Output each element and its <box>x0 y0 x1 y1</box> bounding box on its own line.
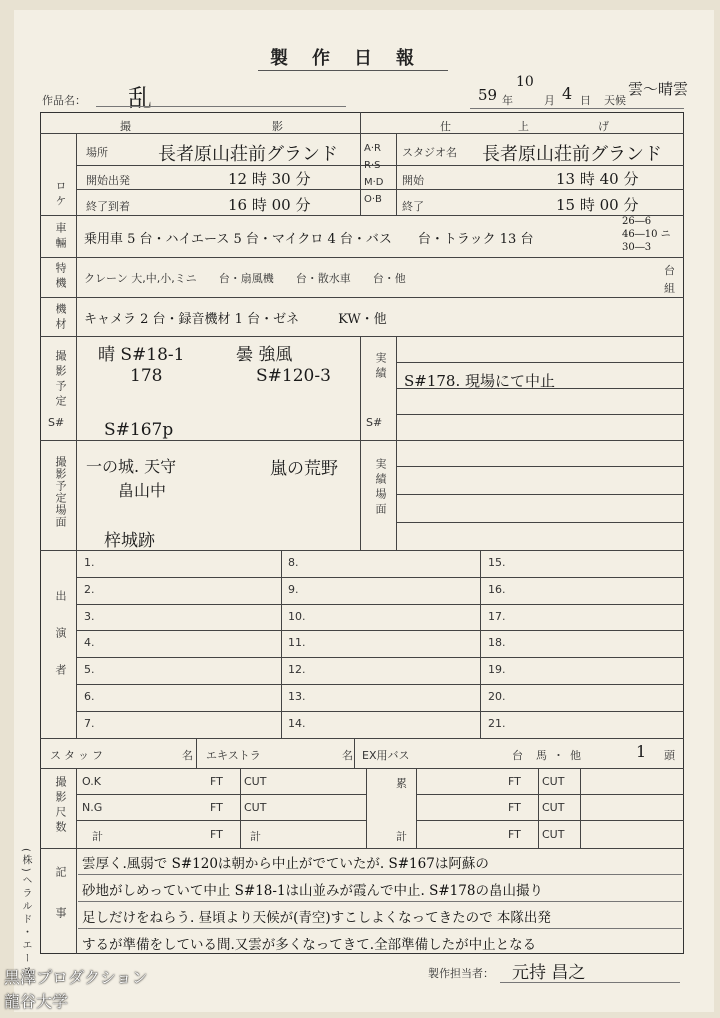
title-underline <box>258 70 448 71</box>
work-label: 作品名： <box>42 94 86 107</box>
vehicles-text: 乗用車 5 台・ハイエース 5 台・マイクロ 4 台・バス 台・トラック 13 台 <box>84 232 534 247</box>
cast-slot: 2. <box>84 582 95 596</box>
cum-total-ft: FT <box>508 828 521 841</box>
total-cut-label: 計 <box>250 830 261 843</box>
extra-label: エキストラ <box>206 749 261 762</box>
remarks-line-1: 雲厚く.風弱で S#120は朝から中止がでていたが. S#167は阿蘇の <box>82 856 489 872</box>
bus-unit: 台 <box>512 749 523 762</box>
place-plan-3: 嵐の荒野 <box>270 459 338 479</box>
day-unit: 日 <box>580 94 591 107</box>
cast-slot: 7. <box>84 716 95 730</box>
month-value: 10 <box>516 74 534 90</box>
cast-slot: 5. <box>84 663 95 677</box>
studio-start-value: 13 時 40 分 <box>556 170 639 188</box>
cast-slot: 14. <box>288 716 306 730</box>
cumulative-label: 累 <box>396 777 407 790</box>
horse-unit: 頭 <box>664 749 675 762</box>
remarks-label: 記事 <box>54 866 67 948</box>
manager-value: 元持 昌之 <box>512 963 586 983</box>
watermark-line-2: 龍谷大学 <box>4 992 69 1011</box>
ng-label: N.G <box>82 801 103 814</box>
cast-label: 出演者 <box>54 590 67 701</box>
cast-slot: 18. <box>488 636 506 650</box>
work-underline <box>96 106 346 107</box>
ok-label: O.K <box>82 775 101 788</box>
shiage-heading-2: 上 <box>518 120 529 133</box>
cast-row-line <box>76 577 684 578</box>
special-label: 特機 <box>54 262 67 292</box>
manager-label: 製作担当者： <box>428 967 494 980</box>
studio-start-label: 開始 <box>402 174 424 187</box>
place-value: 長者原山荘前グランド <box>158 144 338 165</box>
total-ft: FT <box>210 828 223 841</box>
place-plan-4: 梓城跡 <box>104 531 155 551</box>
shiage-heading-3: げ <box>598 120 609 133</box>
end-label: 終了到着 <box>86 200 130 213</box>
places-label: 撮影予定場面 <box>54 456 67 528</box>
horse-value: 1 <box>636 742 647 761</box>
cast-slot: 6. <box>84 690 95 703</box>
cast-slot: 12. <box>288 663 306 677</box>
cum-ok-ft: FT <box>508 775 521 788</box>
work-title-value: 乱 <box>128 84 152 112</box>
shiage-heading-1: 仕 <box>440 120 451 133</box>
cast-slot: 15. <box>488 556 506 569</box>
ei-heading: 影 <box>272 120 283 133</box>
cum-ng-cut: CUT <box>542 801 565 814</box>
places-actual-label: 実績場面 <box>374 458 387 518</box>
remarks-line-3: 足しだけをねらう. 昼頃より天候が(青空)すこしよくなってきたので 本隊出発 <box>82 910 551 926</box>
scenes-actual-s: S# <box>366 416 383 429</box>
weather-label: 天候 <box>604 94 626 107</box>
staff-name-unit: 名 <box>182 749 193 762</box>
page-title: 製作日報 <box>270 48 438 69</box>
cast-slot: 9. <box>288 582 299 596</box>
special-text: クレーン 大,中,小,ミニ 台・扇風機 台・散水車 台・他 <box>84 272 406 285</box>
studio-codes: A·R R·S M·D O·B <box>364 143 384 205</box>
vehicles-note: 26―6 46―10 ニ30―3 <box>622 216 671 253</box>
cast-row-line <box>76 684 684 685</box>
place-plan-1: 一の城. 天守 <box>86 457 177 476</box>
month-unit: 月 <box>544 94 555 107</box>
cast-slot: 20. <box>488 690 506 703</box>
cast-slot: 10. <box>288 609 306 623</box>
studio-end-value: 15 時 00 分 <box>556 196 639 214</box>
cum-ok-cut: CUT <box>542 775 565 788</box>
scenes-label: 撮影予定 <box>54 350 67 410</box>
cast-row-line <box>76 630 684 631</box>
scenes-s-label: S# <box>48 416 65 429</box>
start-value: 12 時 30 分 <box>228 170 311 188</box>
cast-slot: 16. <box>488 582 506 596</box>
remarks-line-4: するが準備をしている間.又雲が多くなってきて.全部準備したが中止となる <box>82 937 537 953</box>
scenes-actual-value: S#178. 現場にて中止 <box>404 372 556 390</box>
cum-total-cut: CUT <box>542 828 565 841</box>
cast-slot: 4. <box>84 636 95 650</box>
day-value: 4 <box>562 84 573 103</box>
place-plan-2: 畠山中 <box>118 481 167 500</box>
special-end-2: 組 <box>664 282 675 295</box>
end-value: 16 時 00 分 <box>228 196 311 214</box>
date-underline <box>470 108 684 109</box>
cast-row-line <box>76 711 684 712</box>
satsuei-heading: 撮 <box>120 120 131 133</box>
location-side-label: ロケ <box>54 180 67 210</box>
remarks-line-2: 砂地がしめっていて中止 S#18-1は山並みが霞んで中止. S#178の畠山撮り <box>82 883 543 899</box>
cast-slot: 11. <box>288 636 306 650</box>
start-label: 開始出発 <box>86 174 130 187</box>
cast-slot: 1. <box>84 556 95 569</box>
cum-ng-ft: FT <box>508 801 521 814</box>
scene-plan-5: S#167p <box>104 420 174 440</box>
vehicles-label: 車輛 <box>54 222 67 252</box>
ex-bus-label: EX用バス <box>362 749 410 762</box>
place-label: 場所 <box>86 146 108 159</box>
studio-label: スタジオ名 <box>402 146 457 159</box>
scenes-actual-label: 実績 <box>374 352 387 382</box>
scene-plan-2: 178 <box>130 366 163 386</box>
ng-cut: CUT <box>244 801 267 814</box>
staff-label: スタッフ <box>50 749 106 762</box>
scene-plan-3: 曇 強風 <box>236 345 293 365</box>
scene-plan-1: 晴 S#18-1 <box>98 345 185 365</box>
year-unit: 年 <box>502 94 513 107</box>
cast-slot: 13. <box>288 690 306 703</box>
ok-ft: FT <box>210 775 223 788</box>
cast-row-line <box>76 604 684 605</box>
publisher-label: (株)ヘラルド・エース <box>20 848 31 979</box>
equipment-label: 機材 <box>54 303 67 333</box>
studio-value: 長者原山荘前グランド <box>482 144 662 165</box>
special-end-1: 台 <box>664 264 675 277</box>
footage-label: 撮影尺数 <box>54 776 67 836</box>
ng-ft: FT <box>210 801 223 814</box>
ok-cut: CUT <box>244 775 267 788</box>
weather-value: 雲～晴雲 <box>628 80 689 98</box>
horse-label: 馬・他 <box>536 749 587 762</box>
scene-plan-4: S#120-3 <box>256 366 331 386</box>
equipment-text: キャメラ 2 台・録音機材 1 台・ゼネ KW・他 <box>84 312 387 327</box>
cast-slot: 17. <box>488 609 506 623</box>
cast-row-line <box>76 657 684 658</box>
extra-name-unit: 名 <box>342 749 353 762</box>
cast-slot: 3. <box>84 609 95 623</box>
cast-slot: 8. <box>288 556 299 569</box>
cumulative-total-label: 計 <box>396 830 407 843</box>
year-value: 59 <box>478 86 498 104</box>
cast-slot: 21. <box>488 716 506 730</box>
total-label: 計 <box>92 830 103 843</box>
studio-end-label: 終了 <box>402 200 424 213</box>
cast-slot: 19. <box>488 663 506 677</box>
watermark-line-1: 黒澤プロダクション <box>4 968 148 987</box>
